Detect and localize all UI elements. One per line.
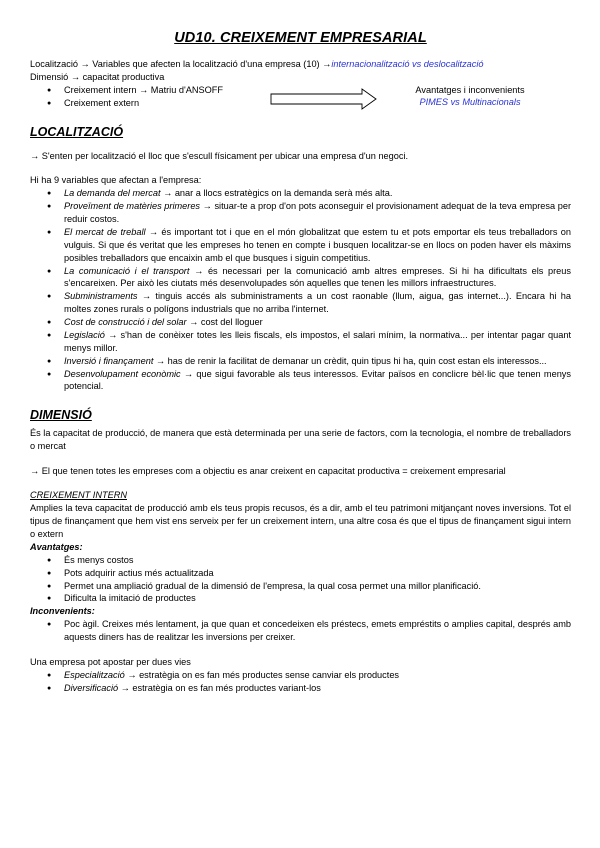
list-item: ● És menys costos: [30, 554, 571, 567]
strategy-text: → estratègia on es fan més productes sense canviar els productes: [124, 669, 400, 680]
variable-term: Inversió i finançament: [64, 355, 154, 366]
document-page: [30, 28, 571, 695]
intro-bullet-row-2: [30, 97, 571, 110]
list-item: [30, 226, 571, 265]
variable-text: → cost del lloguer: [186, 317, 263, 328]
inconvenients-list: [30, 618, 571, 644]
heading-dimensio: DIMENSIÓ: [30, 408, 92, 423]
list-item: [30, 368, 571, 394]
variable-term: Desenvolupament econòmic: [64, 368, 181, 379]
variable-text: → s'han de conèixer totes les lleis fiscals, els impostos, el salari mínim, la normativa... per intentar pagar quant menys millor.: [64, 329, 571, 353]
list-item: [30, 682, 571, 695]
avantatges-list: [30, 554, 571, 606]
variables-intro: Hi ha 9 variables que afectan a l'empresa:: [30, 175, 202, 186]
variables-list: [30, 187, 571, 393]
variable-text: → és necessari per la comunicació amb altres empreses. Si hi ha dificultats els preus s'encareixen. Per això les ciutats més desenvolupades són aquelles que tenen les millors infraestructures.: [64, 265, 571, 289]
avantatges-label: Avantatges:: [30, 541, 83, 552]
list-item: [30, 669, 571, 682]
list-item: [30, 265, 571, 291]
strategy-text: → estratègia on es fan més productes variant-los: [118, 682, 321, 693]
dimensio-objective: → El que tenen totes les empreses com a objectiu es anar creixent en capacitat productiva = creixement empresarial: [30, 465, 506, 476]
intro-right-top: Avantatges i inconvenients: [415, 85, 525, 96]
variable-term: La demanda del mercat: [64, 188, 161, 199]
list-item: ● Permet una ampliació gradual de la dimensió de l'empresa, la qual cosa permet una millor planificació.: [30, 580, 571, 593]
estrategies-intro: Una empresa pot apostar per dues vies: [30, 656, 191, 667]
intro-right-bottom: PIMES vs Multinacionals: [419, 97, 521, 108]
creixement-intern-text: Amplies la teva capacitat de producció amb els teus propis recusos, és a dir, amb el teu patrimoni mitjançant noves inversions. Tot el tipus de finançament que hem vist ens serveix per fer un creixement intern, una altre cosa és que el tipus de finançament sigui intern o extern: [30, 503, 571, 540]
list-item: ● Pots adquirir actius més actualitzada: [30, 567, 571, 580]
intro-bullet-intern: ● Creixement intern → Matriu d'ANSOFF: [30, 84, 571, 97]
strategy-term: Diversificació: [64, 682, 119, 693]
list-item: [30, 355, 571, 368]
variable-text: → anar a llocs estratègics on la demanda serà més alta.: [160, 188, 393, 199]
variable-term: Legislació: [64, 329, 105, 340]
localitzacio-definition: → S'enten per localització el lloc que s'escull físicament per ubicar una empresa d'un negoci.: [30, 150, 409, 161]
variable-term: Subministraments: [64, 291, 138, 302]
strategy-term: Especialització: [64, 669, 125, 680]
variable-term: La comunicació i el transport: [64, 265, 190, 276]
variable-text: → és important tot i que en el món globalitzat que estem tu et pots emportar els teus treballadors on vulguis. Si que és veritat que les empreses ho tenen en compte i busquen localitzar-se en llocs on poden haver els màxims posibles treballadors que encaixin amb el que busques i siguin competitius.: [64, 226, 571, 263]
heading-creixement-intern: CREIXEMENT INTERN: [30, 490, 127, 501]
heading-localitzacio: LOCALITZACIÓ: [30, 125, 124, 140]
list-item: [30, 290, 571, 316]
intro-bullet-extern: ● Creixement extern: [30, 97, 571, 110]
dimensio-definition: És la capacitat de producció, de manera que està determinada per una serie de factors, com la tecnologia, el nombre de treballadors o mercat: [30, 427, 571, 451]
variable-term: Cost de construcció i del solar: [64, 317, 187, 328]
list-item: ● Dificulta la imitació de productes: [30, 592, 571, 605]
intro-line-dimensio: Dimensió → capacitat productiva: [30, 72, 165, 83]
list-item: [30, 187, 571, 200]
right-arrow-icon: [270, 88, 378, 110]
list-item: [30, 329, 571, 355]
variable-text: → situar-te a prop d'on pots aconseguir el provisionament adequat de la teva empresa per reduir costos.: [64, 201, 572, 225]
intro-line-localitzacio: [30, 58, 571, 71]
intro-line1-link: internacionalització vs deslocalització: [331, 59, 484, 70]
inconvenients-label: Inconvenients:: [30, 606, 95, 617]
variable-text: → que sigui favorable als teus interessos. Evitar països en conclicre bèl·lic que tenen menys potencial.: [64, 368, 571, 392]
variable-text: → has de renir la facilitat de demanar un crèdit, quin tipus hi ha, quin cost estan els interessos...: [153, 355, 547, 366]
variable-term: Proveïment de matèries primeres: [64, 201, 201, 212]
estrategies-list: [30, 669, 571, 695]
page-title: UD10. CREIXEMENT EMPRESARIAL: [174, 30, 427, 46]
list-item: ● Poc àgil. Creixes més lentament, ja que quan et concedeixen els préstecs, emets empréstits o amplies capital, després amb aquests diners has de realitzar les inversions per creixer.: [30, 618, 571, 644]
list-item: [30, 316, 571, 329]
intro-line1-text: Localització → Variables que afecten la localització d'una empresa (10) →: [30, 59, 332, 70]
variable-text: → tinguis accés als subministraments a un cost raonable (llum, aigua, gas internet...). Encara hi ha moltes zones rurals o polígons industrials que no arriba l'internet.: [64, 291, 571, 315]
list-item: [30, 200, 571, 226]
variable-term: El mercat de treball: [64, 226, 146, 237]
